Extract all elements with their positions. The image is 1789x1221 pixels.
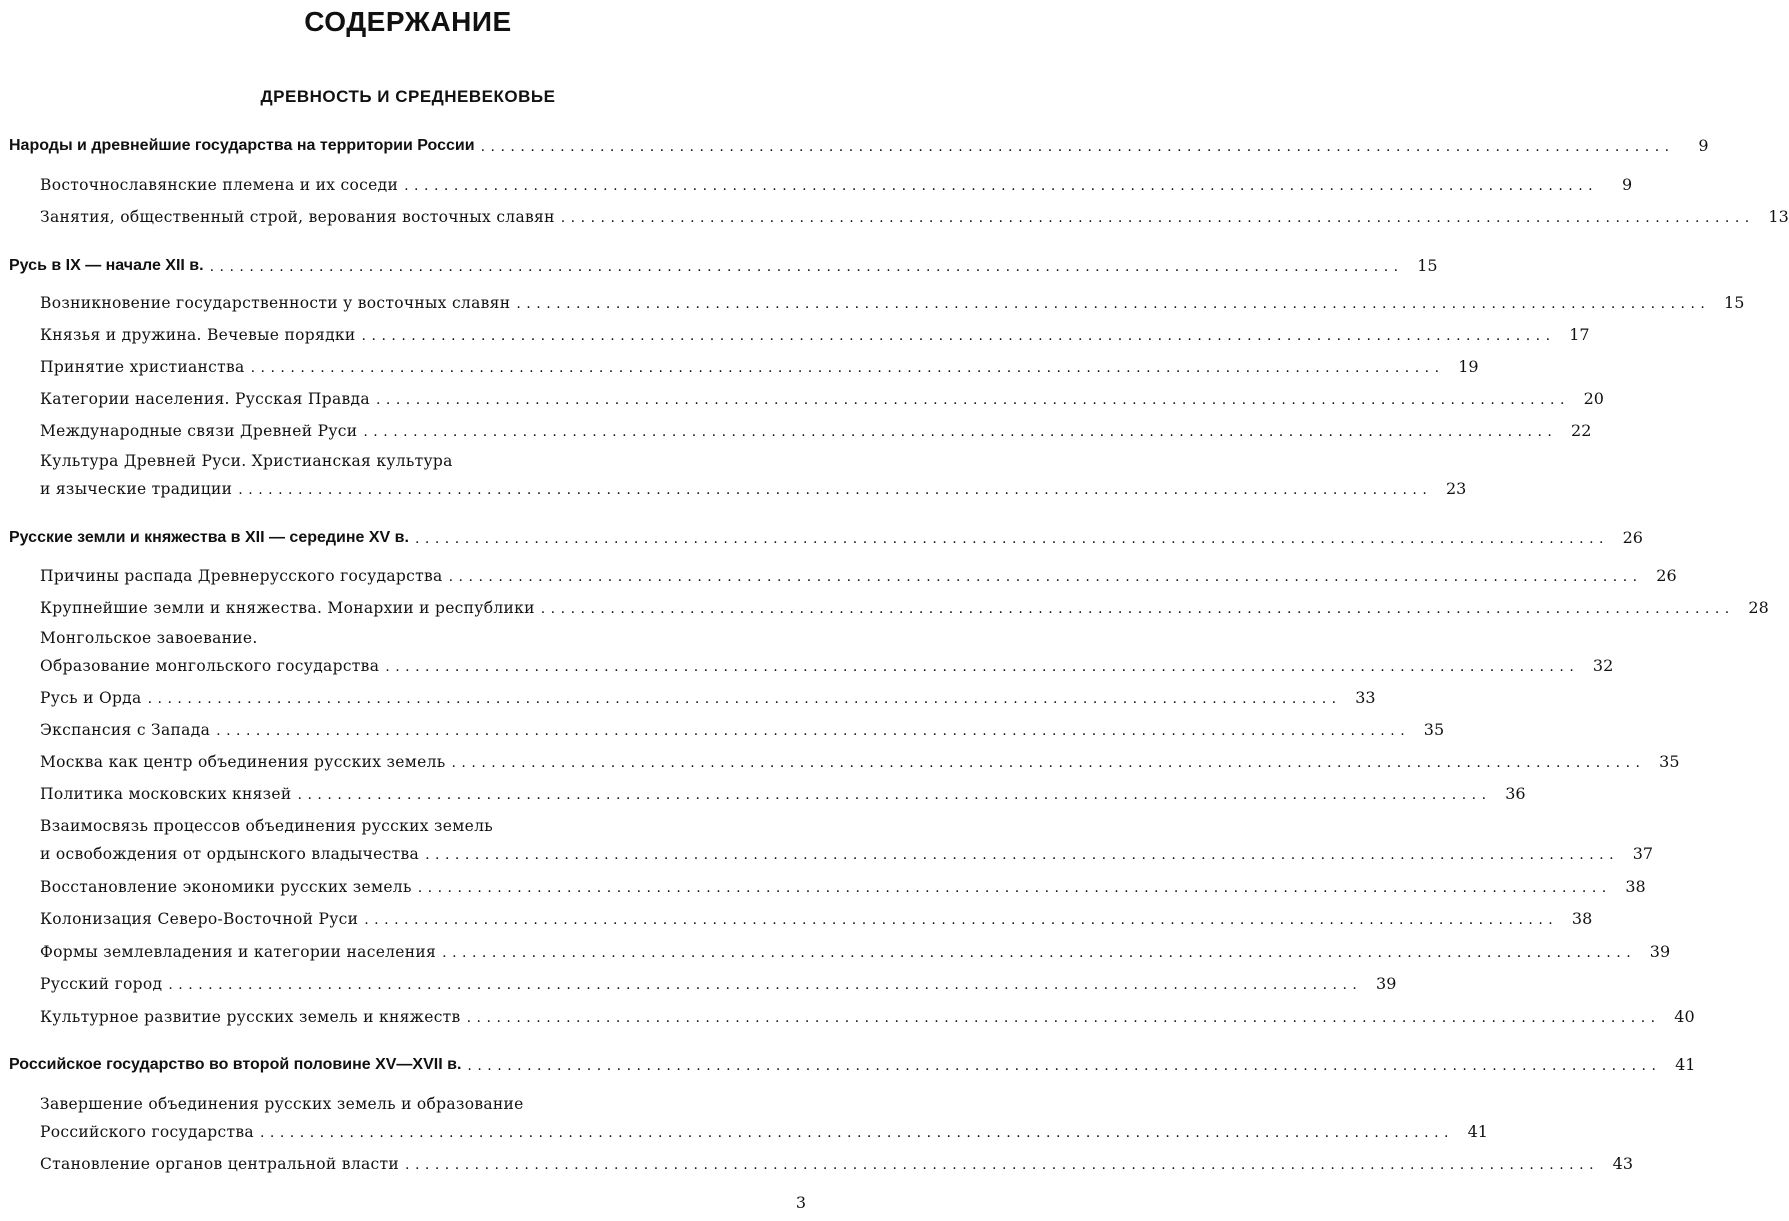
- toc-page-number: 41: [1467, 1122, 1488, 1141]
- toc-page-number: 26: [1656, 566, 1677, 585]
- toc-page-number: 32: [1592, 656, 1614, 675]
- toc-section[interactable]: [0, 525, 1643, 549]
- toc-entry[interactable]: [0, 749, 1680, 773]
- dot-leader: ........................................................................................................................: [516, 296, 1711, 312]
- toc-entry-title-line1[interactable]: Завершение объединения русских земель и образование: [40, 1095, 524, 1113]
- toc-entry[interactable]: [0, 1119, 1488, 1143]
- toc-entry[interactable]: [0, 418, 1592, 442]
- toc-page-number: 28: [1748, 598, 1769, 617]
- toc-entry[interactable]: [0, 781, 1526, 805]
- toc-page-number: 20: [1583, 389, 1604, 408]
- toc-entry-title: Российского государства: [40, 1123, 254, 1141]
- toc-entry-title: Образование монгольского государства: [40, 657, 380, 675]
- toc-entry-title: Восстановление экономики русских земель: [40, 878, 412, 896]
- toc-page-number: 9: [1698, 136, 1709, 155]
- dot-leader: ........................................................................................................................: [209, 259, 1404, 275]
- dot-leader: ........................................................................................................................: [147, 691, 1342, 707]
- toc-entry[interactable]: [0, 939, 1671, 963]
- dot-leader: ........................................................................................................................: [259, 1125, 1454, 1141]
- page-number: 3: [795, 1193, 806, 1212]
- dot-leader: ........................................................................................................................: [560, 210, 1755, 226]
- toc-page-number: 26: [1622, 528, 1643, 547]
- dot-leader: ........................................................................................................................: [385, 659, 1580, 675]
- toc-entry[interactable]: [0, 717, 1445, 741]
- toc-page-number: 15: [1417, 256, 1438, 275]
- toc-entry-title: Русский город: [40, 975, 163, 993]
- toc-page-number: 38: [1571, 909, 1593, 928]
- toc-page-number: 17: [1569, 325, 1590, 344]
- dot-leader: ........................................................................................................................: [216, 723, 1411, 739]
- toc-entry-title: Крупнейшие земли и княжества. Монархии и республики: [40, 599, 535, 617]
- dot-leader: ........................................................................................................................: [480, 139, 1675, 155]
- toc-section[interactable]: [0, 1052, 1696, 1076]
- toc-section[interactable]: [0, 253, 1438, 277]
- toc-entry[interactable]: [0, 906, 1593, 930]
- toc-page-number: 43: [1612, 1154, 1634, 1173]
- toc-entry-title: Становление органов центральной власти: [40, 1155, 399, 1173]
- toc-page-number: 40: [1674, 1007, 1695, 1026]
- part-title: ДРЕВНОСТЬ И СРЕДНЕВЕКОВЬЕ: [260, 87, 556, 106]
- dot-leader: ........................................................................................................................: [451, 755, 1646, 771]
- toc-entry[interactable]: [0, 290, 1745, 314]
- toc-entry[interactable]: [0, 172, 1633, 196]
- toc-page-number: 22: [1571, 421, 1592, 440]
- toc-entry-title: Восточнославянские племена и их соседи: [40, 176, 399, 194]
- toc-entry-title-line1[interactable]: Монгольское завоевание.: [40, 629, 258, 647]
- dot-leader: ........................................................................................................................: [414, 531, 1609, 547]
- toc-entry[interactable]: [0, 595, 1769, 619]
- toc-entry-title: Колонизация Северо-Восточной Руси: [40, 910, 359, 928]
- toc-entry-title: Экспансия с Запада: [40, 721, 211, 739]
- toc-entry[interactable]: [0, 653, 1614, 677]
- toc-section[interactable]: [0, 133, 1709, 157]
- dot-leader: ........................................................................................................................: [238, 482, 1433, 498]
- toc-entry[interactable]: [0, 685, 1376, 709]
- dot-leader: ........................................................................................................................: [404, 178, 1599, 194]
- dot-leader: ........................................................................................................................: [425, 847, 1620, 863]
- toc-entry-title: и освобождения от ордынского владычества: [40, 845, 420, 863]
- toc-entry[interactable]: [0, 563, 1677, 587]
- toc-page-number: 38: [1625, 877, 1646, 896]
- toc-entry-title: Международные связи Древней Руси: [40, 422, 358, 440]
- dot-leader: ........................................................................................................................: [250, 360, 1445, 376]
- dot-leader: ........................................................................................................................: [417, 880, 1612, 896]
- toc-page-number: 37: [1632, 844, 1654, 863]
- toc-entry-title: Причины распада Древнерусского государства: [40, 567, 443, 585]
- toc-entry-title: Русь и Орда: [40, 689, 142, 707]
- toc-page-number: 9: [1621, 175, 1633, 194]
- dot-leader: ........................................................................................................................: [363, 424, 1558, 440]
- toc-entry-title-line1[interactable]: Взаимосвязь процессов объединения русских земель: [40, 817, 493, 835]
- dot-leader: ........................................................................................................................: [442, 945, 1637, 961]
- toc-page-number: 41: [1675, 1055, 1696, 1074]
- toc-entry-title: и языческие традиции: [40, 480, 233, 498]
- toc-page-number: 33: [1355, 688, 1376, 707]
- toc-page-number: 23: [1445, 479, 1467, 498]
- dot-leader: ........................................................................................................................: [467, 1058, 1662, 1074]
- toc-entry[interactable]: [0, 204, 1789, 228]
- toc-page-number: 39: [1376, 974, 1397, 993]
- toc-entry-title-line1[interactable]: Культура Древней Руси. Христианская культура: [40, 452, 453, 470]
- dot-leader: ........................................................................................................................: [375, 392, 1570, 408]
- dot-leader: ........................................................................................................................: [364, 912, 1559, 928]
- toc-entry-title: Принятие христианства: [40, 358, 245, 376]
- toc-entry[interactable]: [0, 476, 1467, 500]
- toc-entry-title: Категории населения. Русская Правда: [40, 390, 370, 408]
- dot-leader: ........................................................................................................................: [361, 328, 1556, 344]
- toc-section-title: Русские земли и княжества в XII — середине XV в.: [9, 529, 409, 546]
- toc-page-number: 19: [1458, 357, 1479, 376]
- toc-entry-title: Москва как центр объединения русских земель: [40, 753, 446, 771]
- toc-entry[interactable]: [0, 1151, 1634, 1175]
- toc-page-number: 39: [1649, 942, 1671, 961]
- dot-leader: ........................................................................................................................: [297, 787, 1492, 803]
- dot-leader: ........................................................................................................................: [540, 601, 1735, 617]
- dot-leader: ........................................................................................................................: [168, 977, 1363, 993]
- page-title: СОДЕРЖАНИЕ: [304, 6, 512, 37]
- toc-page-number: 35: [1423, 720, 1445, 739]
- toc-entry[interactable]: [0, 971, 1397, 995]
- dot-leader: ........................................................................................................................: [405, 1157, 1600, 1173]
- toc-page-number: 13: [1768, 207, 1789, 226]
- toc-section-title: Народы и древнейшие государства на территории России: [9, 137, 475, 154]
- toc-entry-title: Политика московских князей: [40, 785, 292, 803]
- toc-entry-title: Формы землевладения и категории населения: [40, 943, 437, 961]
- toc-entry-title: Князья и дружина. Вечевые порядки: [40, 326, 356, 344]
- toc-page-number: 35: [1659, 752, 1680, 771]
- toc-page-number: 36: [1505, 784, 1526, 803]
- toc-entry-title: Занятия, общественный строй, верования восточных славян: [40, 208, 555, 226]
- toc-entry-title: Возникновение государственности у восточных славян: [40, 294, 511, 312]
- toc-section-title: Российское государство во второй половине XV—XVII в.: [9, 1056, 462, 1073]
- toc-entry[interactable]: [0, 841, 1654, 865]
- toc-entry-title: Культурное развитие русских земель и княжеств: [40, 1008, 461, 1026]
- toc-entry[interactable]: [0, 322, 1590, 346]
- toc-entry[interactable]: [0, 386, 1604, 410]
- toc-entry[interactable]: [0, 354, 1479, 378]
- toc-section-title: Русь в IX — начале XII в.: [9, 257, 204, 274]
- toc-entry[interactable]: [0, 1004, 1695, 1028]
- toc-page-number: 15: [1724, 293, 1745, 312]
- dot-leader: ........................................................................................................................: [466, 1010, 1661, 1026]
- toc-entry[interactable]: [0, 874, 1646, 898]
- dot-leader: ........................................................................................................................: [448, 569, 1643, 585]
